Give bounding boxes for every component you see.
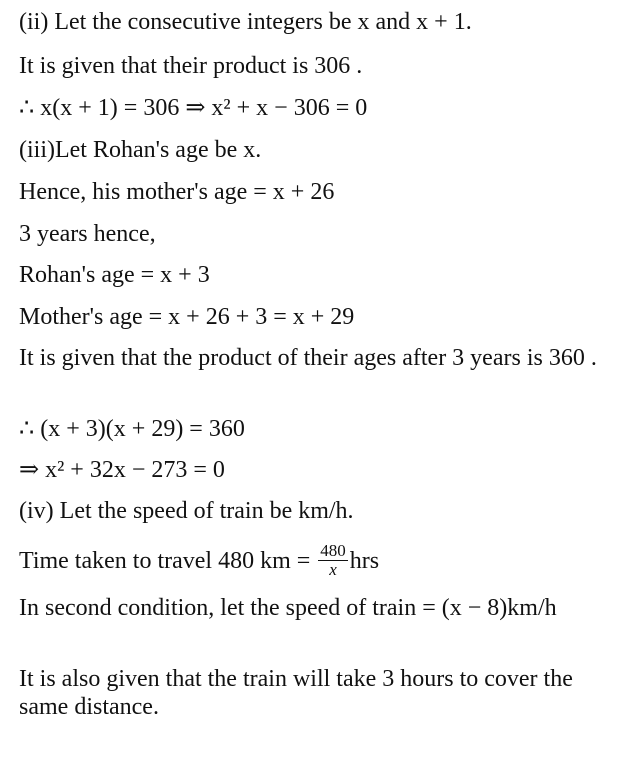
fraction	[318, 542, 348, 579]
text-line: Hence, his mother's age = x + 26	[19, 179, 335, 205]
text-line: It is given that their product is 306 .	[19, 53, 363, 79]
time-equation-suffix: hrs	[349, 548, 380, 575]
text-line: Mother's age = x + 26 + 3 = x + 29	[19, 304, 355, 330]
text-paragraph: In second condition, let the speed of train = (x − 8)km/h	[19, 595, 557, 621]
text-paragraph: It is given that the product of their ages after 3 years is 360 .	[19, 345, 597, 371]
text-line: ∴ (x + 3)(x + 29) = 360	[19, 416, 245, 442]
fraction-denominator: x	[329, 560, 337, 579]
text-line: Rohan's age = x + 3	[19, 262, 210, 288]
text-line: (ii) Let the consecutive integers be x and x + 1.	[19, 9, 472, 35]
text-paragraph: It is also given that the train will take 3 hours to cover the same distance.	[19, 666, 573, 720]
time-equation	[19, 541, 624, 581]
text-line: ∴ x(x + 1) = 306 ⇒ x² + x − 306 = 0	[19, 95, 368, 121]
time-equation-prefix: Time taken to travel 480 km =	[19, 548, 311, 575]
text-line: 3 years hence,	[19, 221, 156, 247]
text-line: (iii)Let Rohan's age be x.	[19, 137, 262, 163]
text-line: ⇒ x² + 32x − 273 = 0	[19, 457, 225, 483]
fraction-numerator: 480	[320, 541, 346, 560]
text-line: (iv) Let the speed of train be km/h.	[19, 498, 354, 524]
